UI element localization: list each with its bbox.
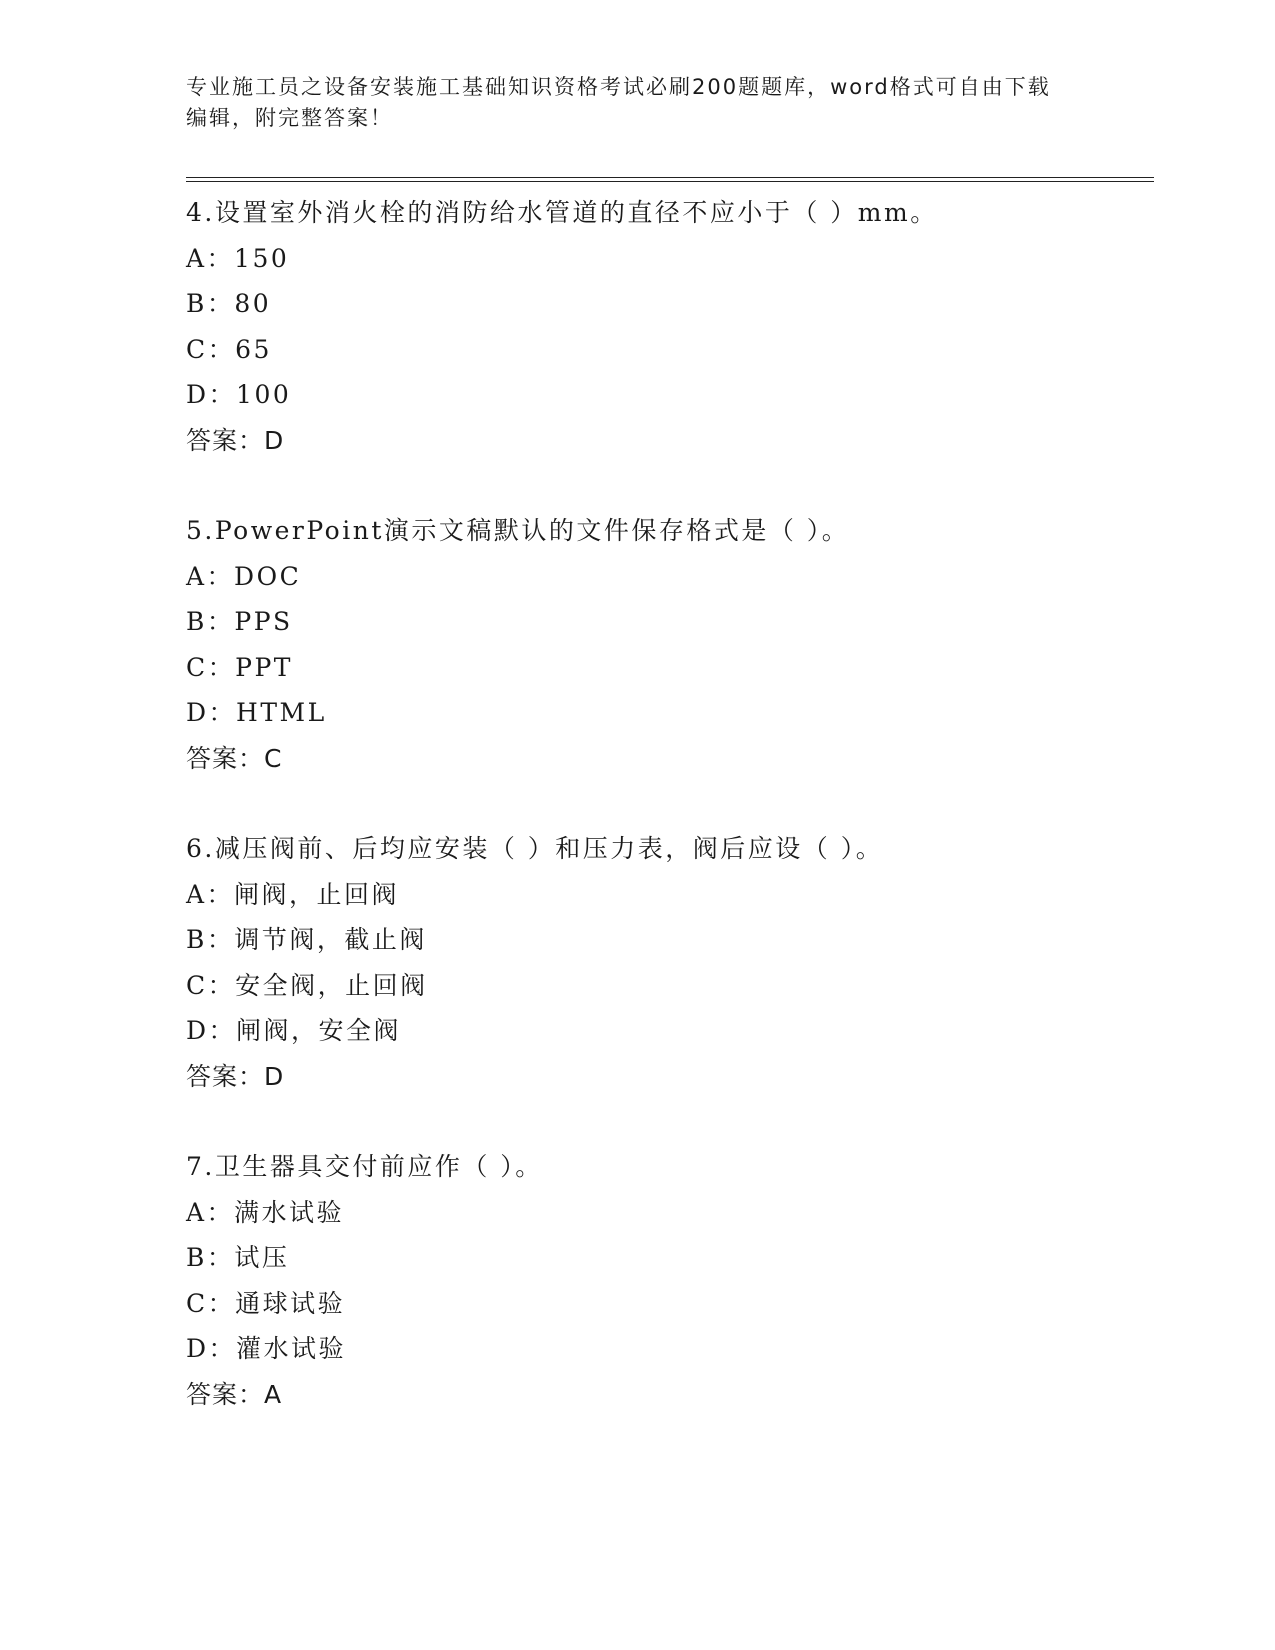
option-d: D：HTML	[186, 698, 327, 727]
question-5	[186, 508, 1146, 781]
option-a: A：闸阀，止回阀	[186, 879, 400, 909]
option-d: D：灌水试验	[186, 1334, 347, 1363]
option-c: C：65	[186, 334, 272, 364]
option-a: A：DOC	[186, 561, 302, 591]
option-d: D：闸阀，安全阀	[186, 1016, 402, 1045]
option-b: B：试压	[186, 1243, 290, 1272]
answer-line: 答案：D	[186, 1061, 285, 1091]
option-b: B：调节阀，截止阀	[186, 925, 427, 954]
answer-line: 答案：D	[186, 425, 285, 455]
question-4	[186, 190, 1146, 463]
question-stem: 7.卫生器具交付前应作（ ）。	[186, 1152, 543, 1181]
option-b: B：80	[186, 289, 272, 318]
answer-line: 答案：A	[186, 1379, 283, 1409]
question-stem: 5.PowerPoint演示文稿默认的文件保存格式是（ ）。	[186, 516, 850, 545]
question-7	[186, 1144, 1146, 1417]
option-c: C：安全阀，止回阀	[186, 970, 428, 1000]
option-a: A：满水试验	[186, 1197, 345, 1227]
question-stem: 6.减压阀前、后均应安装（ ）和压力表，阀后应设（ ）。	[186, 834, 884, 863]
option-a: A：150	[186, 243, 290, 273]
document-header: 专业施工员之设备安装施工基础知识资格考试必刷200题题库，word格式可自由下载编辑，附完整答案！	[186, 75, 1051, 130]
answer-line: 答案：C	[186, 743, 283, 773]
option-c: C：PPT	[186, 652, 293, 682]
option-c: C：通球试验	[186, 1288, 346, 1318]
header-divider-top	[186, 177, 1154, 178]
header-divider-bottom	[186, 181, 1154, 182]
question-6	[186, 826, 1146, 1099]
option-d: D：100	[186, 380, 292, 409]
question-stem: 4.设置室外消火栓的消防给水管道的直径不应小于（ ）mm。	[186, 198, 938, 227]
option-b: B：PPS	[186, 607, 293, 636]
